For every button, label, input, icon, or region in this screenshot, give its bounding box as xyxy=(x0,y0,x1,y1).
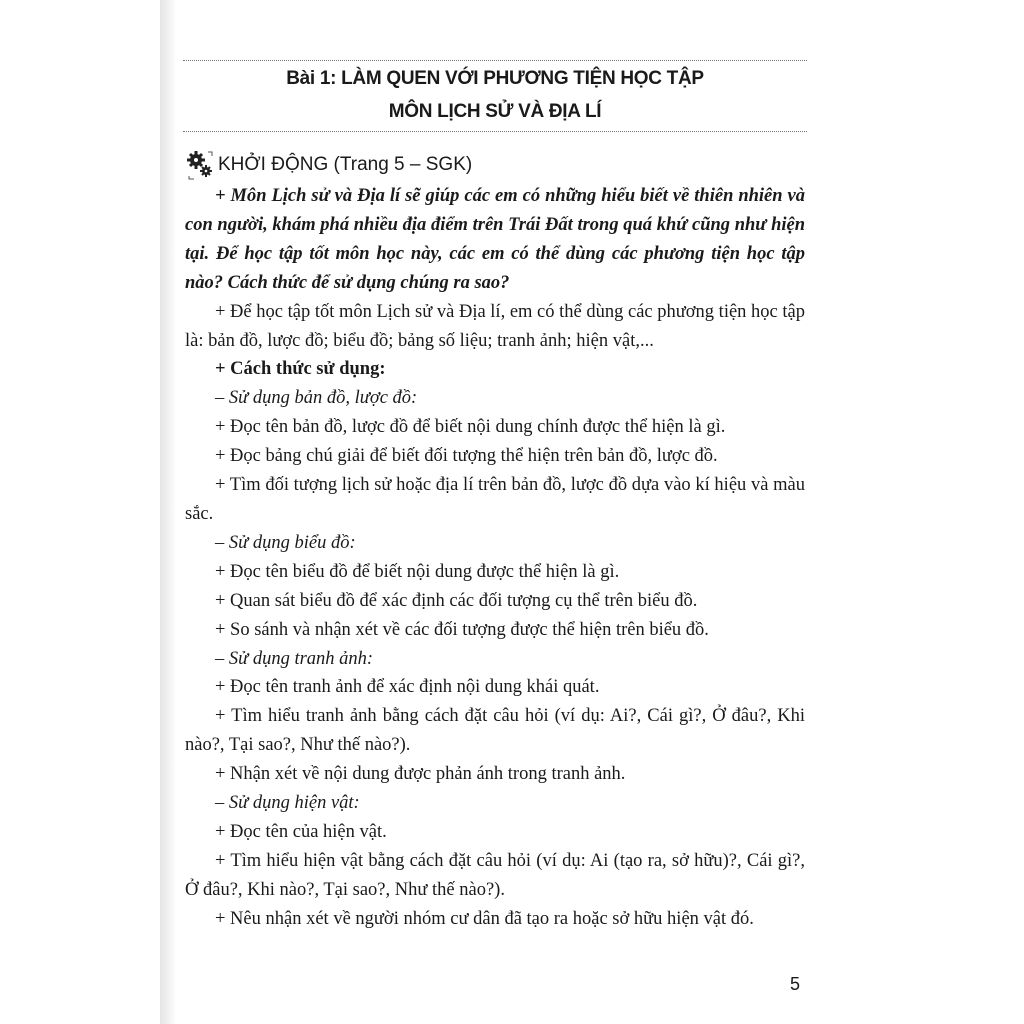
paragraph: + Để học tập tốt môn Lịch sử và Địa lí, em có thể dùng các phương tiện học tập là: bản đồ, lược đồ; biểu đồ; bảng số liệu; tranh ảnh; hiện vật,... xyxy=(185,301,805,351)
paragraph: + Đọc tên của hiện vật. xyxy=(215,821,387,842)
paragraph: + Tìm hiểu hiện vật bằng cách đặt câu hỏi (ví dụ: Ai (tạo ra, sở hữu)?, Cái gì?, Ở đâu?, Khi nào?, Tại sao?, Như thế nào?). xyxy=(185,850,805,900)
paragraph: + Cách thức sử dụng: xyxy=(215,359,386,380)
page-edge-shadow xyxy=(160,0,176,1024)
paragraph: + Đọc bảng chú giải để biết đối tượng thể hiện trên bản đồ, lược đồ. xyxy=(215,446,718,467)
paragraph: + Tìm đối tượng lịch sử hoặc địa lí trên bản đồ, lược đồ dựa vào kí hiệu và màu sắc. xyxy=(185,475,805,524)
body-text xyxy=(185,182,805,934)
paragraph: – Sử dụng biểu đồ: xyxy=(215,532,356,553)
paragraph: – Sử dụng hiện vật: xyxy=(215,793,360,814)
paragraph: – Sử dụng bản đồ, lược đồ: xyxy=(215,388,418,409)
paragraph: + Nhận xét về nội dung được phản ánh trong tranh ảnh. xyxy=(215,764,626,785)
bottom-dotted-rule xyxy=(183,131,807,132)
section-heading xyxy=(186,150,472,180)
top-dotted-rule xyxy=(183,60,807,61)
paragraph: + Môn Lịch sử và Địa lí sẽ giúp các em có những hiểu biết về thiên nhiên và con người, khám phá nhiều địa điểm trên Trái Đất trong quá khứ cũng như hiện tại. Để học tập tốt môn học này, các em có thể dùng các phương tiện học tập nào? Cách thức để sử dụng chúng ra sao? xyxy=(185,186,805,293)
page-number: 5 xyxy=(790,974,801,994)
paragraph: + So sánh và nhận xét về các đối tượng được thể hiện trên biểu đồ. xyxy=(215,619,709,640)
paragraph: + Đọc tên tranh ảnh để xác định nội dung khái quát. xyxy=(215,677,600,698)
paragraph: + Nêu nhận xét về người nhóm cư dân đã tạo ra hoặc sở hữu hiện vật đó. xyxy=(215,908,754,929)
paragraph: – Sử dụng tranh ảnh: xyxy=(215,648,374,669)
lesson-title-line-1: Bài 1: LÀM QUEN VỚI PHƯƠNG TIỆN HỌC TẬP xyxy=(286,68,704,89)
paragraph: + Quan sát biểu đồ để xác định các đối tượng cụ thể trên biểu đồ. xyxy=(215,590,698,611)
paragraph: + Tìm hiểu tranh ảnh bằng cách đặt câu hỏi (ví dụ: Ai?, Cái gì?, Ở đâu?, Khi nào?, Tại sao?, Như thế nào?). xyxy=(185,706,805,756)
gears-icon xyxy=(186,150,214,180)
paragraph: + Đọc tên biểu đồ để biết nội dung được thể hiện là gì. xyxy=(215,561,620,582)
section-heading-text: KHỞI ĐỘNG (Trang 5 – SGK) xyxy=(218,154,473,175)
lesson-title-line-2: MÔN LỊCH SỬ VÀ ĐỊA LÍ xyxy=(388,101,602,122)
paragraph: + Đọc tên bản đồ, lược đồ để biết nội dung chính được thể hiện là gì. xyxy=(215,417,726,438)
